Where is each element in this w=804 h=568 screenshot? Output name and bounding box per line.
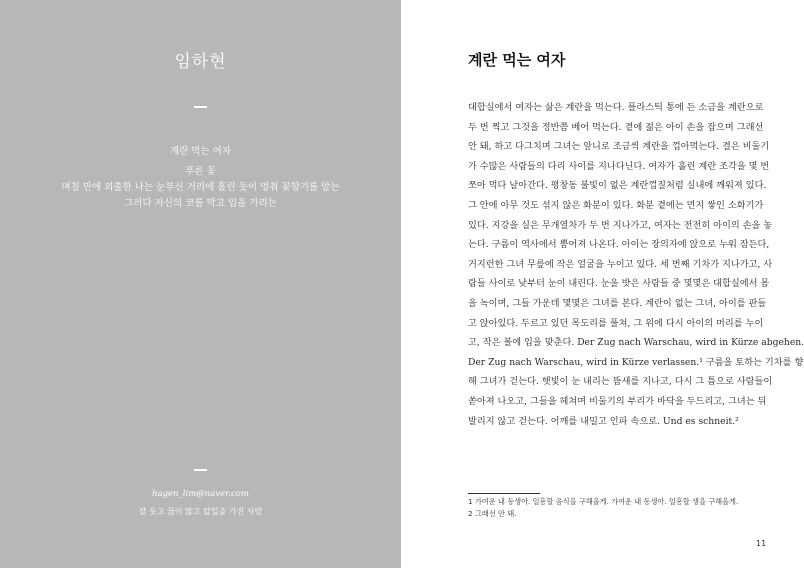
- right-page: [401, 0, 804, 568]
- description-line: 며칠 만에 외출한 나는 눈부신 거리에 홀린 듯이 멍춰 꽃향기를 맡는: [61, 182, 340, 193]
- body-line: 고 앉아있다. 두르고 있던 목도리를 풀쳐, 그 위에 다시 아이의 머리를 누이: [468, 317, 764, 329]
- body-line: 거지런한 그녀 무릎에 작은 얼굴을 누이고 있다. 세 번째 기차가 지나가고, 사: [468, 258, 773, 270]
- body-line: 람들 사이로 낮부터 눈이 내린다. 눈을 밧은 사람들 중 몇몇은 대합실에서 몸: [468, 278, 770, 290]
- page-title: 계란 먹는 여자: [468, 51, 566, 69]
- author-name: 임하현: [174, 52, 227, 72]
- footnote-1: 1 가여운 내 동생아. 일흥할 음식을 구해올게. 가여운 내 동생아. 일흥할 생을 구해올게.: [468, 497, 739, 506]
- body-line: 을 녹이며, 그들 가운데 몇몇은 그녀를 본다. 계란이 없는 그녀, 아이를 판들: [468, 297, 767, 309]
- body-line: 해 그녀가 걷는다. 햇빛이 눈 내리는 뜸새를 지나고, 다시 그 틈으로 사람들이: [468, 376, 773, 388]
- page-number: 11: [756, 539, 767, 548]
- story-title: 계란 먹는 여자: [169, 146, 232, 157]
- footnote-divider: [468, 493, 540, 494]
- body-line: 고, 작은 볼에 입을 맞춘다. Der Zug nach Warschau, wird in Kürze abgehen.: [468, 337, 804, 349]
- author-email: hagen_lim@naver.com: [152, 489, 249, 499]
- story-description: [0, 180, 401, 212]
- body-line: 는다. 구름이 역사에서 뿜어져 나온다. 아이는 장의자에 앉으로 누워 잠든다,: [468, 239, 770, 251]
- body-line: Der Zug nach Warschau, wird in Kürze verlassen.¹ 구름을 토하는 기차를 향: [468, 356, 804, 368]
- body-line: 가 수많은 사람들의 다리 사이를 지나다닌다. 여자가 흘린 계란 조각을 몇 번: [468, 160, 770, 172]
- body-line: 있다. 지강을 실은 무개열차가 두 번 지나가고, 여자는 전전히 아이의 손을 놓: [468, 219, 773, 231]
- body-line: 쏟아져 나오고, 그들을 헤쳐며 비둘기의 부리가 바닥을 두드리고, 그녀는 뒤: [468, 395, 767, 407]
- body-line: 안 돼, 하고 다그치며 그녀는 앞니로 조금씩 계란을 껍아먹는다. 결은 비둘기: [468, 141, 770, 153]
- divider-dash-top: [194, 106, 207, 108]
- footnote-2: 2 그래선 안 돼.: [468, 509, 517, 518]
- body-line: 그 안에 아무 것도 섞지 않은 화분이 있다. 화분 곁에는 먼지 쌓인 소화기가: [468, 199, 764, 211]
- body-text: [468, 98, 804, 431]
- author-tagline: 잘 웃고 끊이 많고 칼밀을 가진 사람: [138, 507, 263, 516]
- divider-dash-bottom: [194, 469, 207, 471]
- body-line: 두 번 찍고 그것을 정반쯤 베어 먹는다. 곁에 젊은 아이 손을 잡으며 그래선: [468, 121, 764, 133]
- body-line: 쪼아 먹다 날아간다. 평창동 불빛이 없은 계란껍질처럼 실내에 깨워져 있다.: [468, 180, 767, 192]
- body-line: 발리지 않고 걷는다. 어깨를 내밀고 인파 속으로. Und es schneit.²: [468, 415, 739, 427]
- body-line: 대합실에서 여자는 삶은 계란을 먹는다. 플라스틱 통에 든 소금을 계란으로: [468, 102, 764, 113]
- description-line: 그러다 자신의 코를 막고 입을 가리는: [124, 198, 277, 209]
- story-subtitle: 푸른 꽃: [185, 166, 216, 177]
- left-page: [0, 0, 401, 568]
